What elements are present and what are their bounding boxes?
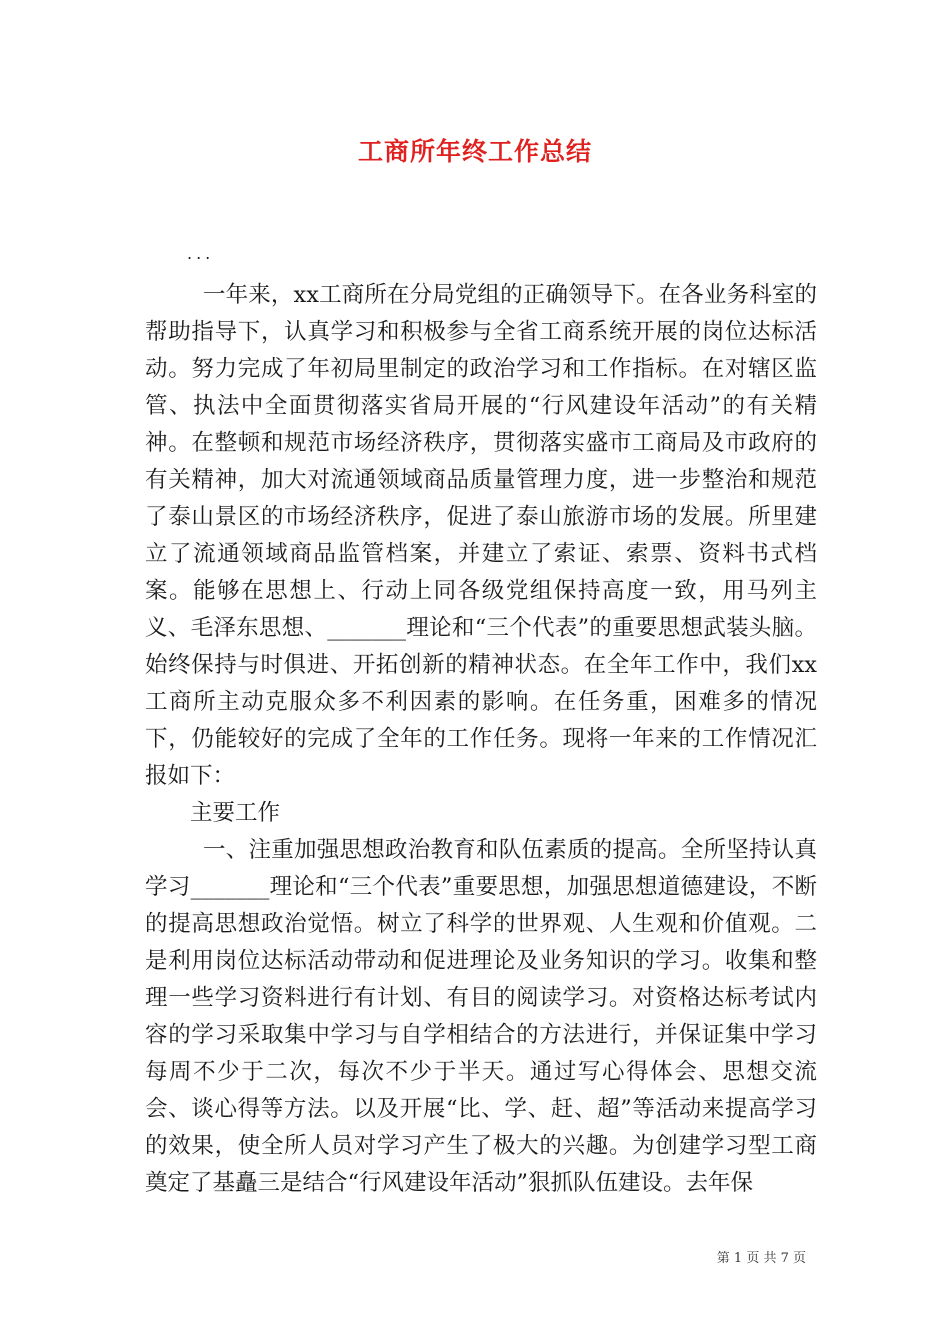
page-number-footer: 第 1 页 共 7 页 [716,1251,806,1266]
section-heading-main-work: 主要工作 [190,800,281,826]
document-body [145,277,817,1202]
document-title: 工商所年终工作总结 [357,137,592,166]
ellipsis-marker: ... [187,244,215,263]
paragraph-section-one: 一、注重加强思想政治教育和队伍素质的提高。全所坚持认真学习_______理论和“三个代表”重要思想，加强思想道德建设，不断的提高思想政治觉悟。树立了科学的世界观、人生观和价值观。二是利用岗位达标活动带动和促进理论及业务知识的学习。收集和整理一些学习资料进行有计划、有目的阅读学习。对资格达标考试内容的学习采取集中学习与自学相结合的方法进行，并保证集中学习每周不少于二次，每次不少于半天。通过写心得体会、思想交流会、谈心得等方法。以及开展“比、学、赶、超”等活动来提高学习的效果，使全所人员对学习产生了极大的兴趣。为创建学习型工商奠定了基矗三是结合“行风建设年活动”狠抓队伍建设。去年保 [145,837,817,1196]
paragraph-intro: 一年来，xx工商所在分局党组的正确领导下。在各业务科室的帮助指导下，认真学习和积极参与全省工商系统开展的岗位达标活动。努力完成了年初局里制定的政治学习和工作指标。在对辖区监管、执法中全面贯彻落实省局开展的“行风建设年活动”的有关精神。在整顿和规范市场经济秩序，贯彻落实盛市工商局及市政府的有关精神，加大对流通领域商品质量管理力度，进一步整治和规范了泰山景区的市场经济秩序，促进了泰山旅游市场的发展。所里建立了流通领域商品监管档案，并建立了索证、索票、资料书式档案。能够在思想上、行动上同各级党组保持高度一致，用马列主义、毛泽东思想、_______理论和“三个代表”的重要思想武装头脑。始终保持与时俱进、开拓创新的精神状态。在全年工作中，我们xx工商所主动克服众多不利因素的影响。在任务重，困难多的情况下，仍能较好的完成了全年的工作任务。现将一年来的工作情况汇报如下： [145,282,817,789]
